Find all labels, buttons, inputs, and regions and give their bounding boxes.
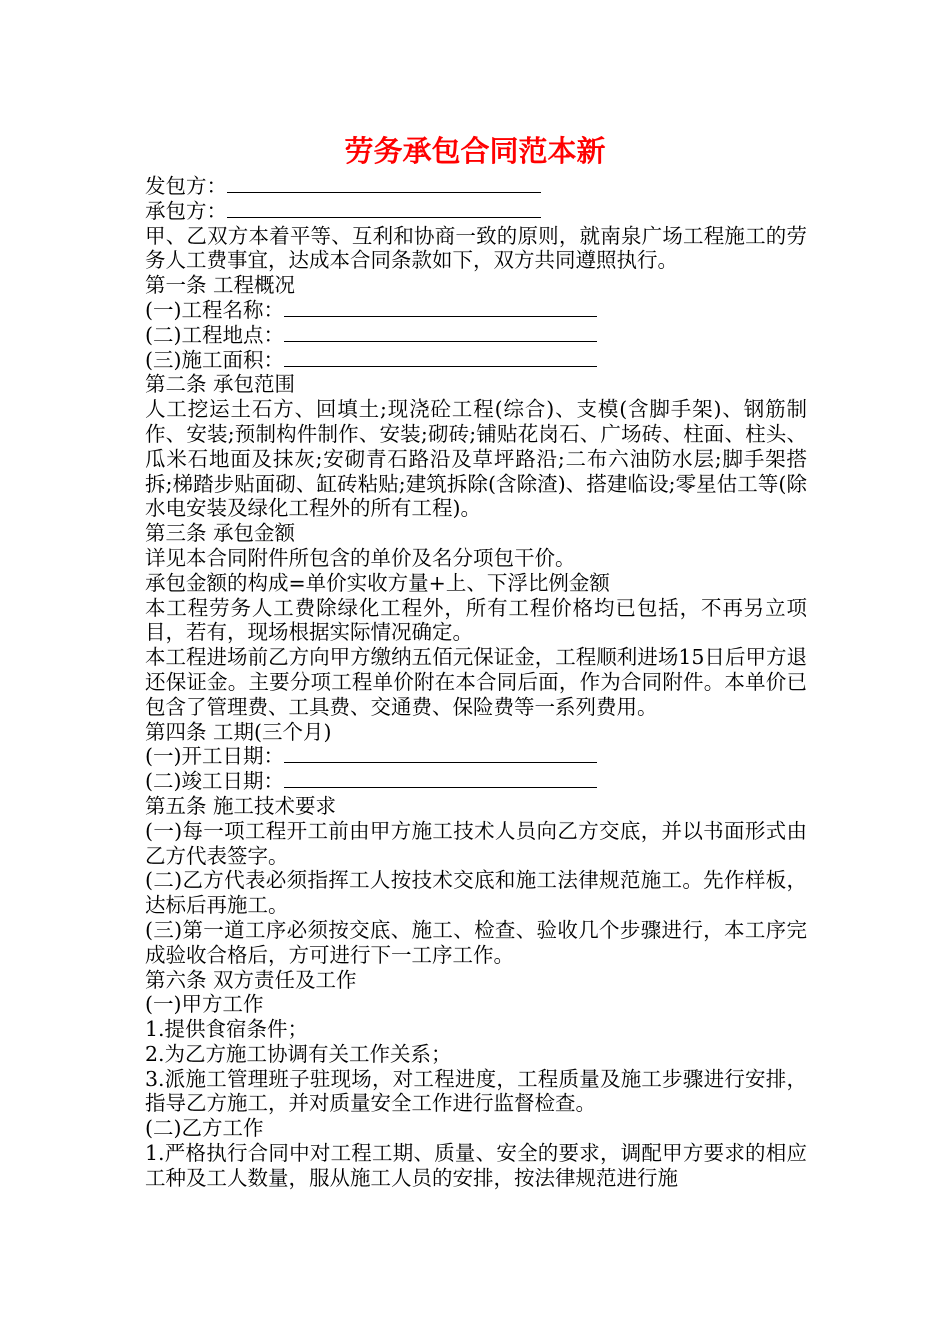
start-date-label: (一)开工日期：	[145, 744, 284, 769]
article-4-heading: 第四条 工期(三个月)	[145, 719, 332, 744]
article-2-heading: 第二条 承包范围	[145, 372, 296, 397]
party-a-duty-3: 3.派施工管理班子驻现场，对工程进度，工程质量及施工步骤进行安排，指导乙方施工，并对质量安全工作进行监督检查。	[145, 1066, 807, 1116]
construction-area-line	[145, 348, 807, 373]
completion-date-blank	[284, 769, 597, 788]
party-b-line	[145, 199, 807, 224]
article-6-heading: 第六条 双方责任及工作	[145, 967, 357, 992]
party-b-label: 承包方：	[145, 198, 227, 223]
party-b-blank	[227, 199, 541, 218]
construction-area-label: (三)施工面积：	[145, 347, 284, 372]
party-a-label: 发包方：	[145, 174, 227, 198]
start-date-line	[145, 744, 807, 769]
article-5-item-1: (一)每一项工程开工前由甲方施工技术人员向乙方交底，并以书面形式由乙方代表签字。	[145, 818, 807, 868]
article-5-item-2: (二)乙方代表必须指挥工人按技术交底和施工法律规范施工。先作样板，达标后再施工。	[145, 868, 807, 918]
article-5-heading: 第五条 施工技术要求	[145, 793, 337, 818]
completion-date-line	[145, 769, 807, 794]
project-location-line	[145, 323, 807, 348]
document-body	[145, 174, 807, 1191]
project-location-blank	[284, 323, 597, 342]
article-3-heading: 第三条 承包金额	[145, 521, 296, 546]
party-b-duty-1: 1.严格执行合同中对工程工期、质量、安全的要求，调配甲方要求的相应工种及工人数量，服从施工人员的安排，按法律规范进行施	[145, 1141, 807, 1190]
party-a-duty-1: 1.提供食宿条件；	[145, 1017, 309, 1042]
start-date-blank	[284, 744, 597, 763]
project-location-label: (二)工程地点：	[145, 322, 284, 347]
article-3-paragraph-4: 本工程进场前乙方向甲方缴纳五佰元保证金，工程顺利进场15日后甲方退还保证金。主要分项工程单价附在本合同后面，作为合同附件。本单价已包含了管理费、工具费、交通费、保险费等一系列费用。	[145, 645, 807, 719]
article-5-item-3: (三)第一道工序必须按交底、施工、检查、验收几个步骤进行，本工序完成验收合格后，方可进行下一工序工作。	[145, 917, 807, 967]
project-name-line	[145, 298, 807, 323]
article-3-paragraph-2: 承包金额的构成=单价实收方量+上、下浮比例金额	[145, 570, 610, 595]
document-title: 劳务承包合同范本新	[344, 134, 606, 168]
article-1-heading: 第一条 工程概况	[145, 273, 296, 298]
project-name-blank	[284, 298, 597, 317]
article-3-paragraph-1: 详见本合同附件所包含的单价及名分项包干价。	[145, 545, 576, 570]
article-3-paragraph-3: 本工程劳务人工费除绿化工程外，所有工程价格均已包括，不再另立项目，若有，现场根据实际情况确定。	[145, 595, 807, 645]
party-a-line	[145, 174, 807, 199]
construction-area-blank	[284, 348, 597, 367]
intro-paragraph: 甲、乙双方本着平等、互利和协商一致的原则，就南泉广场工程施工的劳务人工费事宜，达成本合同条款如下，双方共同遵照执行。	[145, 223, 807, 273]
article-2-body: 人工挖运土石方、回填土;现浇砼工程(综合)、支模(含脚手架)、钢筋制作、安装;预制构件制作、安装;砌砖;铺贴花岗石、广场砖、柱面、柱头、瓜米石地面及抹灰;安砌青石路沿及草坪路沿;二布六油防水层;脚手架搭拆;梯踏步贴面砌、缸砖粘贴;建筑拆除(含除渣)、搭建临设;零星估工等(除水电安装及绿化工程外的所有工程)。	[145, 397, 807, 521]
completion-date-label: (二)竣工日期：	[145, 769, 284, 794]
party-a-duty-2: 2.为乙方施工协调有关工作关系；	[145, 1041, 452, 1066]
project-name-label: (一)工程名称：	[145, 297, 284, 322]
party-a-duties-heading: (一)甲方工作	[145, 992, 264, 1017]
party-b-duties-heading: (二)乙方工作	[145, 1116, 264, 1141]
party-a-blank	[227, 174, 541, 193]
